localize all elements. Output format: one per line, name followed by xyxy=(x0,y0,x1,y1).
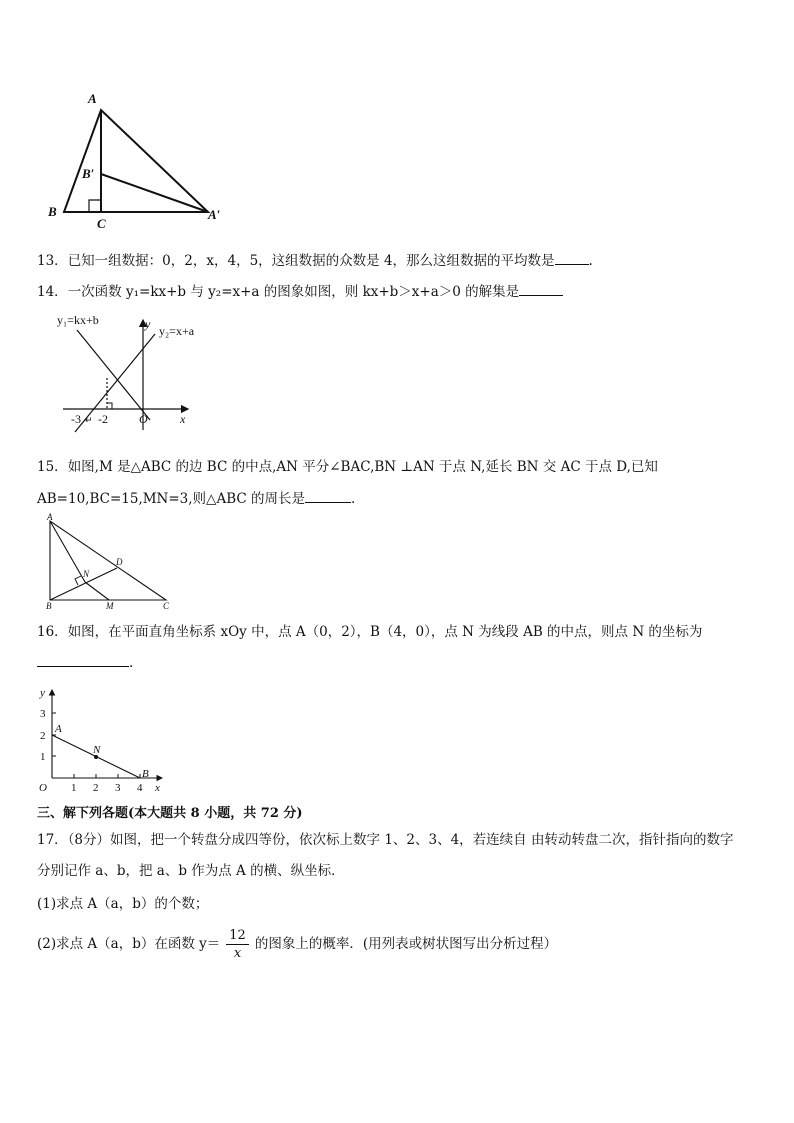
q17-part-2-post: 的图象上的概率．(用列表或树状图写出分析过程） xyxy=(254,936,558,952)
right-angle-mark-c xyxy=(89,200,101,212)
segment-nm xyxy=(85,582,109,600)
question-13 xyxy=(37,250,593,271)
question-14 xyxy=(37,281,563,302)
x-tick-marks xyxy=(74,774,140,778)
question-17-line-1 xyxy=(37,830,733,850)
triangle-abc-outline xyxy=(64,110,208,212)
question-15-line-2 xyxy=(37,488,355,509)
q16-text: 如图，在平面直角坐标系 xOy 中，点 A（0，2），B（4，0），点 N 为线段 AB 的中点，则点 N 的坐标为 xyxy=(67,624,703,640)
label-b: B xyxy=(48,204,57,219)
segment-bprime-aprime xyxy=(101,174,208,212)
question-16-answer-line xyxy=(37,652,133,673)
x-tick-2: 2 xyxy=(93,782,99,794)
q13-text: 已知一组数据：0，2，x，4，5，这组数据的众数是 4，那么这组数据的平均数是 xyxy=(67,253,555,269)
y-tick-3: 3 xyxy=(40,708,46,720)
bisector-an xyxy=(50,521,85,582)
question-17-line-2 xyxy=(37,861,345,881)
section-3-title: 三、解下列各题(本大题共 8 小题，共 72 分) xyxy=(37,806,303,821)
label-a: A xyxy=(47,512,53,522)
triangle-abc xyxy=(50,521,166,600)
x-tick-1: 1 xyxy=(71,782,77,794)
q13-tail: . xyxy=(588,253,593,269)
label-a-prime: A′ xyxy=(208,207,221,222)
right-angle-mark-n xyxy=(75,576,81,585)
section-3-heading xyxy=(37,804,303,824)
label-n: N xyxy=(83,569,90,579)
question-16 xyxy=(37,622,702,642)
y-tick-1: 1 xyxy=(40,751,46,763)
label-d: D xyxy=(116,557,123,567)
fraction-12-over-x xyxy=(226,927,249,962)
q15-number: 15． xyxy=(37,459,68,475)
stray-return-mark: ↵ xyxy=(85,415,93,425)
label-point-a: A xyxy=(55,723,62,735)
fraction-denominator: x xyxy=(233,946,242,961)
origin-label: O xyxy=(39,782,47,794)
coordinate-plane-figure xyxy=(36,684,176,794)
q15-text-line-1: 如图,M 是△ABC 的边 BC 的中点,AN 平分∠BAC,BN ⊥AN 于点 N,延长 BN 交 AC 于点 D,已知 xyxy=(67,459,658,475)
y-tick-2: 2 xyxy=(40,730,46,742)
axis-label-y: y xyxy=(40,687,45,699)
line-y1-kx-plus-b xyxy=(77,330,150,420)
label-y2: y₂=x+a xyxy=(159,324,195,338)
q14-text: 一次函数 y₁=kx+b 与 y₂=x+a 的图象如图，则 kx+b＞x+a＞0 的解集是 xyxy=(67,284,520,300)
question-17-part-2 xyxy=(37,926,557,962)
label-point-b: B xyxy=(142,768,149,780)
q16-answer-blank[interactable] xyxy=(37,652,129,667)
axis-label-x: x xyxy=(180,412,186,426)
x-tick-3: 3 xyxy=(115,782,121,794)
label-y1: y₁=kx+b xyxy=(57,313,99,327)
label-b-prime: B′ xyxy=(82,166,95,181)
right-angle-mark xyxy=(107,403,112,409)
linear-functions-graph xyxy=(55,312,205,434)
fraction-numerator: 12 xyxy=(226,927,249,945)
tick-minus-2: -2 xyxy=(98,412,108,426)
label-b: B xyxy=(46,601,52,611)
label-a: A xyxy=(88,91,97,106)
axis-label-y: y xyxy=(145,317,151,331)
q13-answer-blank[interactable] xyxy=(555,250,589,265)
q14-answer-blank[interactable] xyxy=(519,281,563,296)
q17-part-1-text: (1)求点 A（a，b）的个数； xyxy=(37,896,209,912)
q15-text-line-2: AB=10,BC=15,MN=3,则△ABC 的周长是 xyxy=(37,491,305,507)
label-point-n: N xyxy=(93,744,101,756)
q14-number: 14． xyxy=(37,284,68,300)
q17-text-line-2: 分别记作 a、b，把 a、b 作为点 A 的横、纵坐标． xyxy=(37,863,345,879)
label-c: C xyxy=(163,601,170,611)
origin-label: O xyxy=(139,412,148,426)
q15-tail: . xyxy=(350,491,356,507)
question-17-part-1 xyxy=(37,894,208,914)
q17-text-line-1: （8分）如图，把一个转盘分成四等份，依次标上数字 1、2、3、4，若连续自 由转动转盘二次，指针指向的数字 xyxy=(67,832,734,848)
q16-tail: . xyxy=(129,655,134,671)
triangle-bisector-figure xyxy=(40,512,180,612)
axis-label-x: x xyxy=(155,782,160,794)
label-m: M xyxy=(106,601,114,611)
q17-number: 17． xyxy=(37,832,68,848)
question-15-line-1 xyxy=(37,457,658,477)
x-tick-4: 4 xyxy=(137,782,143,794)
triangle-rotation-figure xyxy=(40,86,240,231)
q13-number: 13． xyxy=(37,253,68,269)
q17-part-2-pre: (2)求点 A（a，b）在函数 y＝ xyxy=(37,936,221,952)
q15-answer-blank[interactable] xyxy=(305,488,351,503)
tick-minus-3: -3 xyxy=(71,412,81,426)
q16-number: 16． xyxy=(37,624,68,640)
label-c: C xyxy=(97,216,106,231)
